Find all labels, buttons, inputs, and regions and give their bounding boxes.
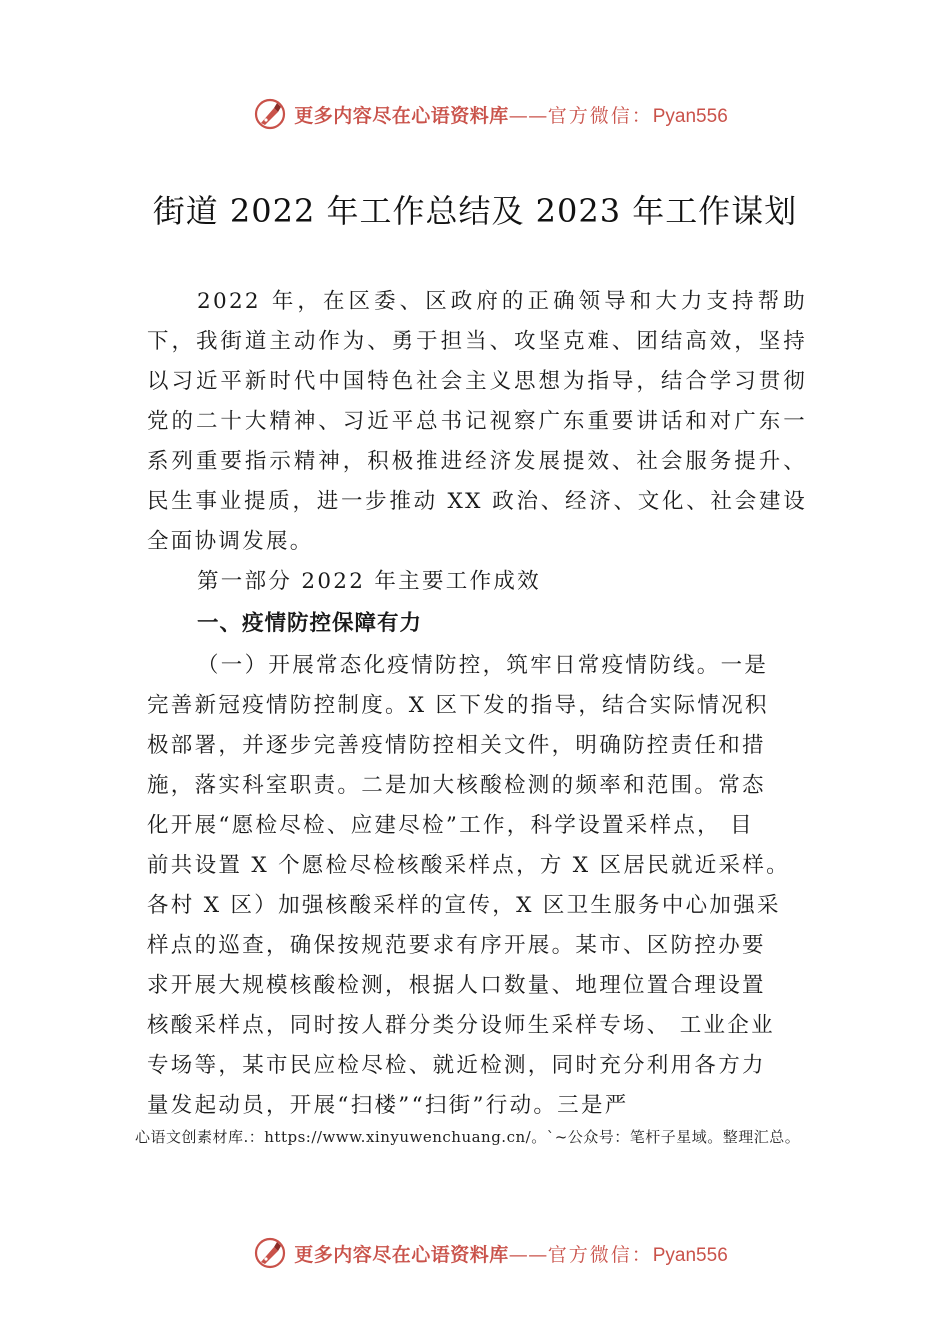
body-line: 量发起动员，开展“扫楼”“扫街”行动。三是严 [147, 1093, 629, 1118]
banner-content [252, 1235, 728, 1271]
banner-prefix: 更多内容尽在心语资料库 [294, 104, 509, 127]
body-paragraph [147, 646, 807, 1126]
body-line: 化开展“愿检尽检、应建尽检”工作，科学设置采样点， 目 [147, 813, 754, 838]
body-line: 专场等，某市民应检尽检、就近检测，同时充分利用各方力 [147, 1053, 766, 1078]
banner-prefix: 更多内容尽在心语资料库 [294, 1243, 509, 1266]
body-line: 各村 X 区）加强核酸采样的宣传，X 区卫生服务中心加强采 [147, 893, 781, 918]
intro-paragraph: 2022 年，在区委、区政府的正确领导和大力支持帮助下，我街道主动作为、勇于担当、攻坚克难、团结高效，坚持以习近平新时代中国特色社会主义思想为指导，结合学习贯彻党的二十大精神、习近平总书记视察广东重要讲话和对广东一系列重要指示精神，积极推进经济发展提效、社会服务提升、民生事业提质，进一步推动 XX 政治、经济、文化、社会建设全面协调发展。 [147, 289, 807, 554]
document-title: 街道 2022 年工作总结及 2023 年工作谋划 [152, 192, 798, 230]
banner-separator: —— [508, 1243, 548, 1266]
body-line: 前共设置 X 个愿检尽检核酸采样点，方 X 区居民就近采样。 [147, 853, 790, 878]
body-line: （一）开展常态化疫情防控，筑牢日常疫情防线。一是 [197, 653, 769, 678]
part-heading: 第一部分 2022 年主要工作成效 [197, 569, 541, 594]
top-banner [0, 92, 950, 136]
body-line: 样点的巡查，确保按规范要求有序开展。某市、区防控办要 [147, 933, 766, 958]
footer-note: 心语文创素材库.：https://www.xinyuwenchuang.cn/。`~公众号：笔杆子星域。整理汇总。 [135, 1128, 801, 1146]
banner-wechat-label: 官方微信： [547, 104, 653, 127]
body-line: 核酸采样点，同时按人群分类分设师生采样专场、 工业企业 [147, 1013, 775, 1038]
banner-separator: —— [508, 104, 548, 127]
pen-nib-logo-icon [252, 1235, 288, 1271]
body-line: 完善新冠疫情防控制度。X 区下发的指导，结合实际情况积 [147, 693, 769, 718]
banner-handle: Pyan556 [652, 1244, 728, 1266]
banner-text [294, 101, 728, 128]
body-line: 极部署，并逐步完善疫情防控相关文件，明确防控责任和措 [147, 733, 766, 758]
section-heading: 一、疫情防控保障有力 [197, 611, 423, 636]
pen-nib-logo-icon [252, 96, 288, 132]
banner-text [294, 1240, 728, 1267]
body-line: 施，落实科室职责。二是加大核酸检测的频率和范围。常态 [147, 773, 766, 798]
body-line: 求开展大规模核酸检测，根据人口数量、地理位置合理设置 [147, 973, 766, 998]
banner-content [252, 96, 728, 132]
banner-wechat-label: 官方微信： [547, 1243, 653, 1266]
bottom-banner [0, 1231, 950, 1275]
banner-handle: Pyan556 [652, 105, 728, 127]
